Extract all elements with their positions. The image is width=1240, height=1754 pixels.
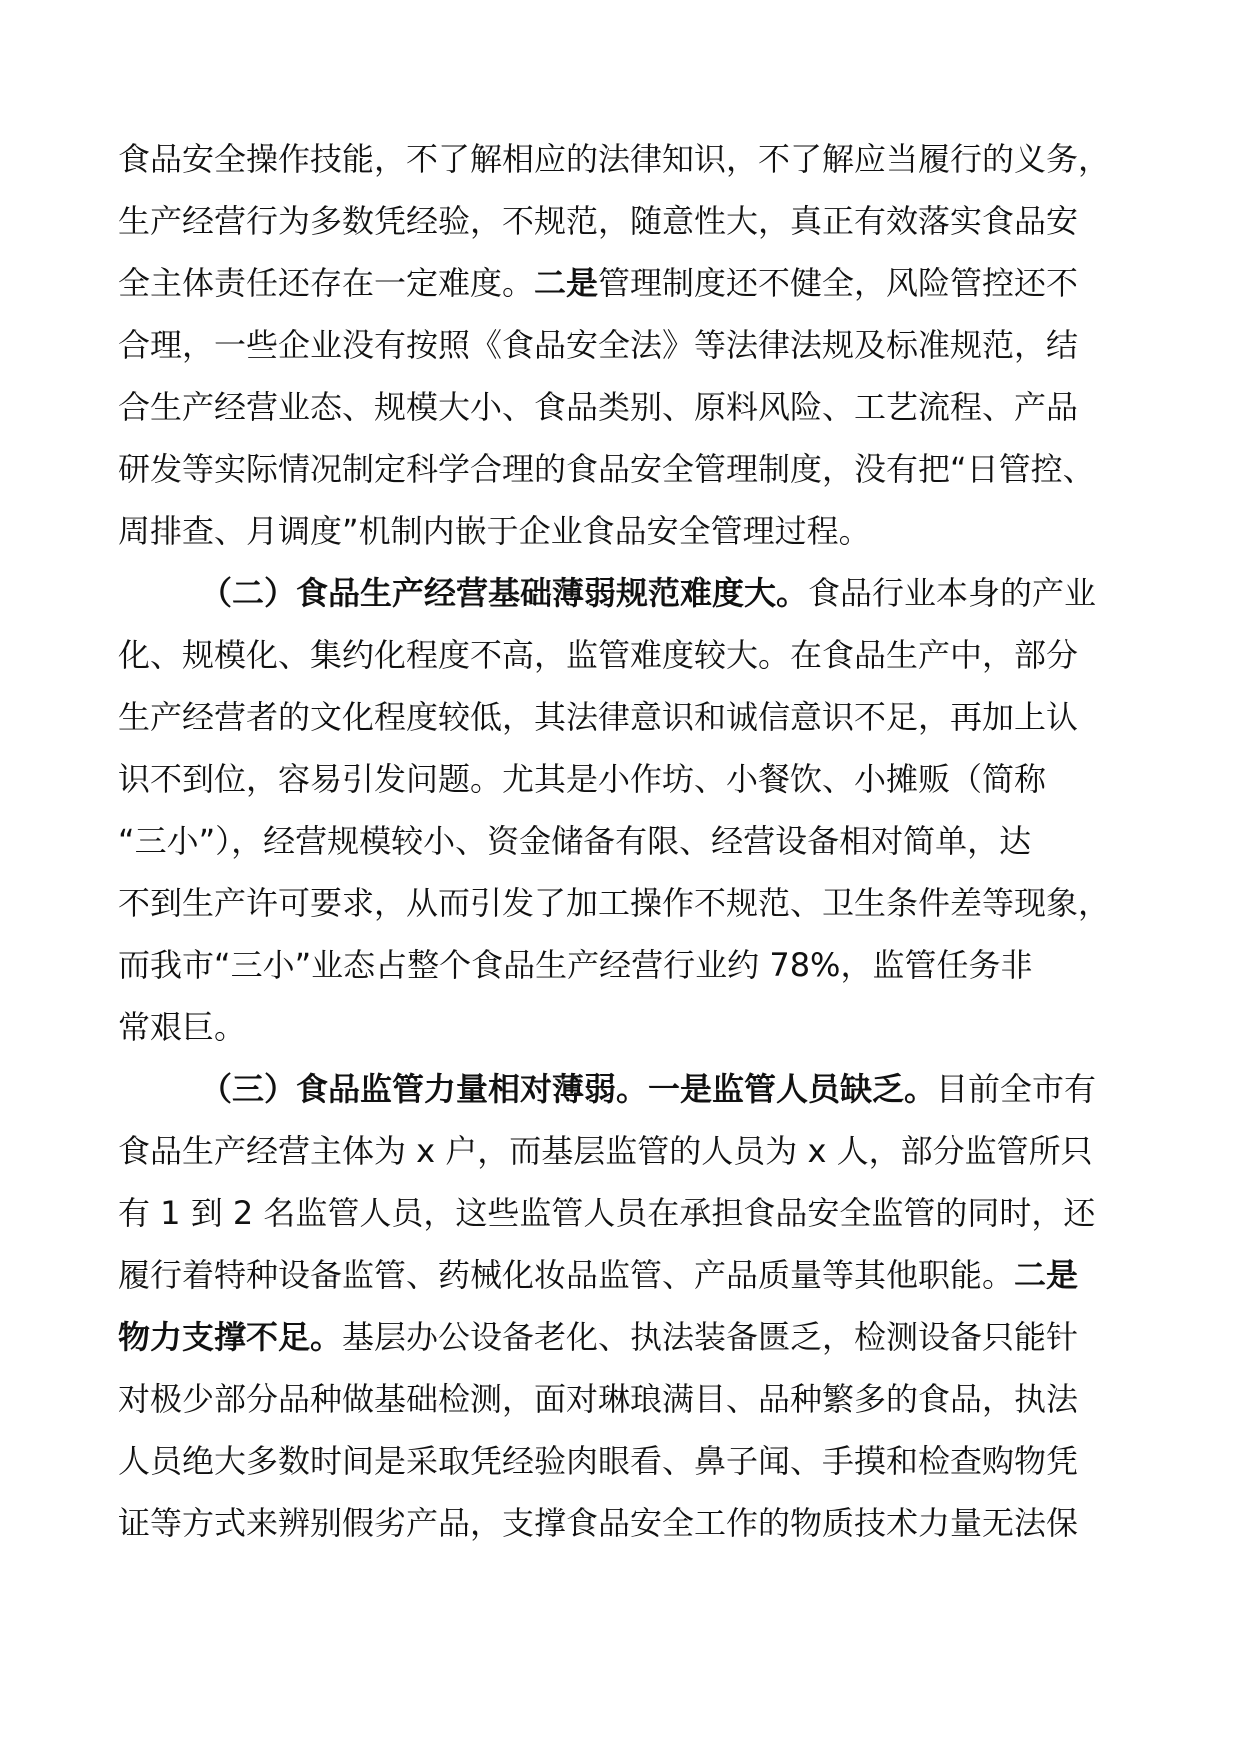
text-segment: 全主体责任还存在一定难度。	[118, 264, 535, 302]
text-segment: 管理制度还不健全，风险管控还不	[598, 264, 1079, 302]
text-line	[118, 1182, 1128, 1244]
text-segment: 食品生产经营主体为 x 户，而基层监管的人员为 x 人，部分监管所只	[118, 1132, 1093, 1170]
text-line	[118, 810, 1128, 872]
bold-text-segment: 二是	[534, 264, 599, 302]
document-body	[118, 128, 1128, 1554]
text-segment: 证等方式来辨别假劣产品，支撑食品安全工作的物质技术力量无法保	[118, 1504, 1079, 1542]
text-line	[118, 500, 1128, 562]
paragraph-heading-line	[118, 1058, 1128, 1120]
text-segment: “三小”），经营规模较小、资金储备有限、经营设备相对简单，达	[118, 822, 1032, 860]
text-segment: 食品行业本身的产业	[808, 574, 1097, 612]
text-segment: 生产经营者的文化程度较低，其法律意识和诚信意识不足，再加上认	[118, 698, 1079, 736]
text-line	[118, 438, 1128, 500]
text-segment: 识不到位，容易引发问题。尤其是小作坊、小餐饮、小摊贩（简称	[118, 760, 1047, 798]
bold-text-segment: （三）食品监管力量相对薄弱。一是监管人员缺乏。	[200, 1070, 937, 1108]
text-line	[118, 314, 1128, 376]
bold-text-segment: 物力支撑不足。	[118, 1318, 343, 1356]
text-line	[118, 128, 1128, 190]
text-segment: 化、规模化、集约化程度不高，监管难度较大。在食品生产中，部分	[118, 636, 1079, 674]
text-line	[118, 252, 1128, 314]
text-segment: 不到生产许可要求，从而引发了加工操作不规范、卫生条件差等现象，	[118, 884, 1111, 922]
text-line	[118, 376, 1128, 438]
text-segment: 基层办公设备老化、执法装备匮乏，检测设备只能针	[342, 1318, 1079, 1356]
text-line	[118, 1244, 1128, 1306]
text-line	[118, 1368, 1128, 1430]
text-segment: 而我市“三小”业态占整个食品生产经营行业约 78%，监管任务非	[118, 946, 1033, 984]
text-segment: 常艰巨。	[118, 1008, 247, 1046]
paragraph-heading-line	[118, 562, 1128, 624]
bold-text-segment: 二是	[1014, 1256, 1079, 1294]
text-line	[118, 748, 1128, 810]
text-segment: 目前全市有	[936, 1070, 1097, 1108]
text-line	[118, 686, 1128, 748]
text-line	[118, 996, 1128, 1058]
text-line	[118, 624, 1128, 686]
text-line	[118, 1306, 1128, 1368]
text-segment: 研发等实际情况制定科学合理的食品安全管理制度，没有把“日管控、	[118, 450, 1095, 488]
text-segment: 食品安全操作技能，不了解相应的法律知识，不了解应当履行的义务，	[118, 140, 1111, 178]
bold-text-segment: （二）食品生产经营基础薄弱规范难度大。	[200, 574, 809, 612]
text-line	[118, 1430, 1128, 1492]
text-segment: 合理，一些企业没有按照《食品安全法》等法律法规及标准规范，结	[118, 326, 1079, 364]
text-segment: 有 1 到 2 名监管人员，这些监管人员在承担食品安全监管的同时，还	[118, 1194, 1096, 1232]
text-line	[118, 190, 1128, 252]
text-segment: 履行着特种设备监管、药械化妆品监管、产品质量等其他职能。	[118, 1256, 1015, 1294]
text-line	[118, 934, 1128, 996]
text-segment: 合生产经营业态、规模大小、食品类别、原料风险、工艺流程、产品	[118, 388, 1079, 426]
text-line	[118, 872, 1128, 934]
text-segment: 生产经营行为多数凭经验，不规范，随意性大，真正有效落实食品安	[118, 202, 1079, 240]
text-segment: 对极少部分品种做基础检测，面对琳琅满目、品种繁多的食品，执法	[118, 1380, 1079, 1418]
text-segment: 周排查、月调度”机制内嵌于企业食品安全管理过程。	[118, 512, 871, 550]
text-line	[118, 1492, 1128, 1554]
text-line	[118, 1120, 1128, 1182]
text-segment: 人员绝大多数时间是采取凭经验肉眼看、鼻子闻、手摸和检查购物凭	[118, 1442, 1079, 1480]
